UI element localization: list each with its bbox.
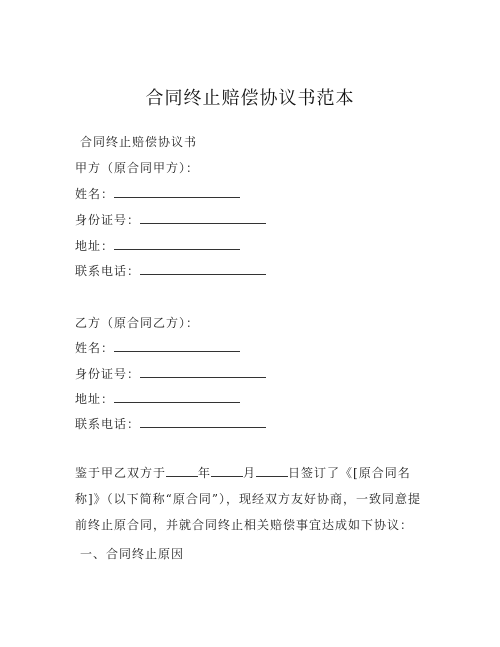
party-b-phone-label: 联系电话：: [75, 417, 141, 431]
party-b-heading: 乙方（原合同乙方）：: [75, 316, 200, 330]
party-a-address-label: 地址：: [75, 239, 115, 253]
party-a-name-row: [75, 186, 240, 202]
party-a-heading: 甲方（原合同甲方）：: [75, 161, 200, 175]
section-1-heading: 一、合同终止原因: [80, 547, 185, 561]
party-b-name-label: 姓名：: [75, 341, 115, 355]
party-a-id-label: 身份证号：: [75, 213, 141, 227]
party-b-name-row: [75, 340, 240, 356]
recital-month: 月: [243, 466, 257, 480]
party-b-address-label: 地址：: [75, 392, 115, 406]
recital-part1: 鉴于甲乙双方于: [75, 466, 167, 480]
document-title: 合同终止赔偿协议书范本: [145, 88, 355, 109]
party-a-id-row: [75, 212, 266, 228]
party-b-id-label: 身份证号：: [75, 367, 141, 381]
document-subtitle: 合同终止赔偿协议书: [80, 135, 198, 149]
party-a-name-blank: [114, 186, 240, 198]
party-a-name-label: 姓名：: [75, 187, 115, 201]
party-a-phone-label: 联系电话：: [75, 264, 141, 278]
party-b-id-blank: [140, 366, 266, 378]
party-b-name-blank: [114, 340, 240, 352]
party-a-phone-blank: [140, 263, 266, 275]
month-blank: [211, 465, 243, 477]
party-a-id-blank: [140, 212, 266, 224]
recital-year: 年: [198, 466, 212, 480]
party-b-address-blank: [114, 391, 240, 403]
day-blank: [256, 465, 288, 477]
party-a-phone-row: [75, 263, 266, 279]
party-b-id-row: [75, 366, 266, 382]
party-a-address-row: [75, 238, 240, 254]
party-b-phone-blank: [140, 416, 266, 428]
party-b-phone-row: [75, 416, 266, 432]
recital-part2: 日签订了《[原合同名称]》（以下简称“原合同”），现经双方友好协商，一致同意提前终止原合同，并就合同终止相关赔偿事宜达成如下协议：: [75, 466, 421, 532]
year-blank: [166, 465, 198, 477]
party-a-address-blank: [114, 238, 240, 250]
party-b-address-row: [75, 391, 240, 407]
recital-paragraph: [75, 460, 430, 538]
